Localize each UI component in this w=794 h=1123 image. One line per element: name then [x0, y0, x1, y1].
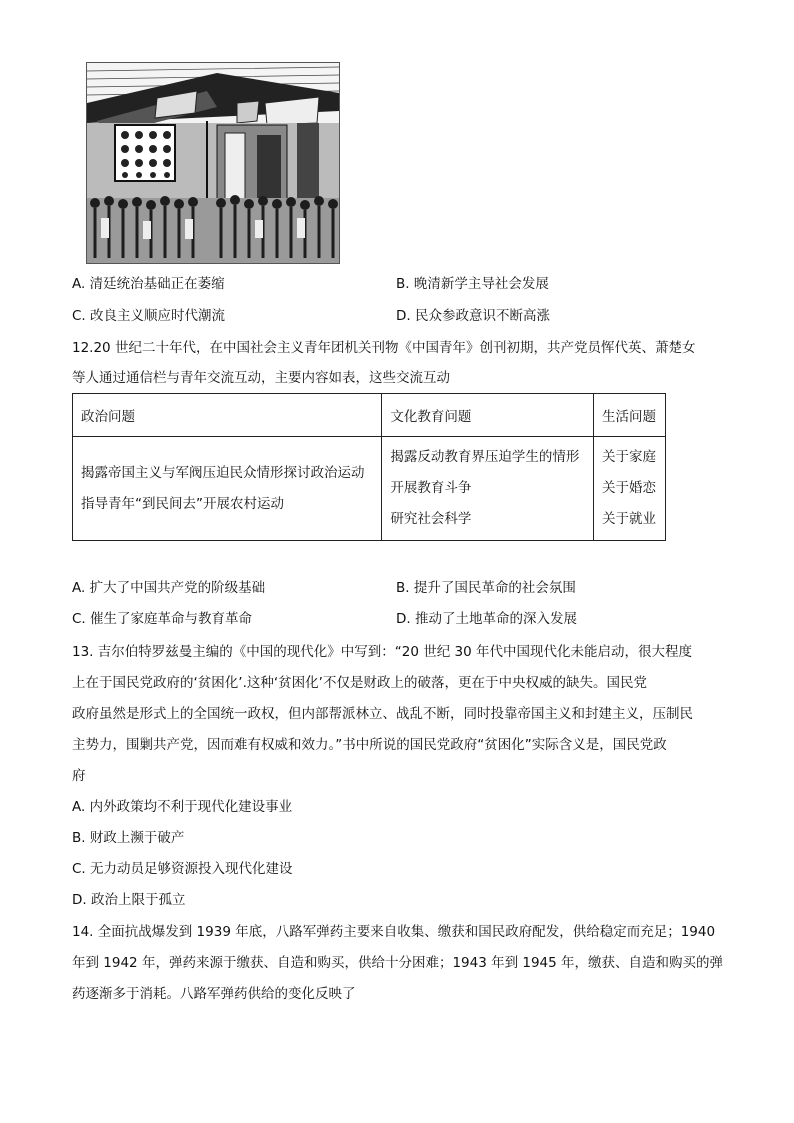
- q12-header-cultural: 文化教育问题: [382, 394, 594, 437]
- q12-cultural-item: 研究社会科学: [390, 511, 472, 527]
- q12-life-item: 关于就业: [602, 511, 657, 527]
- q13-stem-line-4: 主势力，围剿共产党，因而难有权威和效力。”书中所说的国民党政府“贫困化”实际含义是，国民党政: [72, 737, 667, 753]
- q12-political-item: 指导青年“到民间去”开展农村运动: [81, 495, 284, 512]
- crowd-scene-image: [87, 63, 339, 263]
- q12-cultural-item: 开展教育斗争: [390, 480, 472, 496]
- q12-cultural-item: 揭露反动教育界压迫学生的情形: [390, 449, 580, 465]
- q13-stem-line-3: 政府虽然是形式上的全国统一政权，但内部帮派林立、战乱不断，同时投靠帝国主义和封建主义，压制民: [72, 706, 693, 722]
- q12-political-item: 揭露帝国主义与军阀压迫民众情形探讨政治运动: [81, 464, 365, 481]
- q13-stem-line-2: 上在于国民党政府的‘贫困化’.这种‘贫困化’不仅是财政上的破落，更在于中央权威的缺失。国民党: [72, 675, 647, 691]
- q12-table-header-row: [73, 394, 666, 437]
- q12-table: [72, 393, 666, 541]
- q14-stem-line-3: 药逐渐多于消耗。八路军弹药供给的变化反映了: [72, 986, 356, 1002]
- q12-header-political: 政治问题: [73, 394, 382, 437]
- q12-option-b: B. 提升了国民革命的社会氛围: [396, 580, 576, 596]
- q13-stem-line-1: 13. 吉尔伯特罗兹曼主编的《中国的现代化》中写到：“20 世纪 30 年代中国现代化未能启动，很大程度: [72, 644, 692, 660]
- q12-option-a: A. 扩大了中国共产党的阶级基础: [72, 580, 266, 596]
- q13-option-a: A. 内外政策均不利于现代化建设事业: [72, 799, 293, 815]
- q11-option-a: A. 清廷统治基础正在萎缩: [72, 276, 225, 292]
- q12-table-body-row: [73, 437, 666, 541]
- q12-stem-line-2: 等人通过通信栏与青年交流互动，主要内容如表，这些交流互动: [72, 370, 450, 386]
- q11-option-b: B. 晚清新学主导社会发展: [396, 276, 549, 292]
- q11-option-c: C. 改良主义顺应时代潮流: [72, 308, 226, 324]
- q13-option-c: C. 无力动员足够资源投入现代化建设: [72, 861, 293, 877]
- q14-stem-line-2: 年到 1942 年，弹药来源于缴获、自造和购买，供给十分困难；1943 年到 1945 年，缴获、自造和购买的弹: [72, 955, 724, 971]
- q13-option-d: D. 政治上限于孤立: [72, 892, 186, 908]
- q13-stem-line-5: 府: [72, 768, 86, 784]
- q12-life-item: 关于婚恋: [602, 480, 657, 496]
- q12-cell-political: [73, 437, 382, 541]
- q12-option-d: D. 推动了土地革命的深入发展: [396, 611, 577, 627]
- q12-stem-line-1: 12.20 世纪二十年代，在中国社会主义青年团机关刊物《中国青年》创刊初期，共产党员恽代英、萧楚女: [72, 340, 696, 356]
- q13-option-b: B. 财政上濒于破产: [72, 830, 185, 846]
- q12-option-c: C. 催生了家庭革命与教育革命: [72, 611, 253, 627]
- q12-cell-life: [594, 437, 666, 541]
- q11-option-d: D. 民众参政意识不断高涨: [396, 308, 550, 324]
- q12-life-item: 关于家庭: [602, 449, 657, 465]
- q12-header-life: 生活问题: [594, 394, 666, 437]
- historical-illustration: [86, 62, 340, 264]
- q12-cell-cultural: [382, 437, 594, 541]
- q14-stem-line-1: 14. 全面抗战爆发到 1939 年底，八路军弹药主要来自收集、缴获和国民政府配发，供给稳定而充足；1940: [72, 924, 716, 940]
